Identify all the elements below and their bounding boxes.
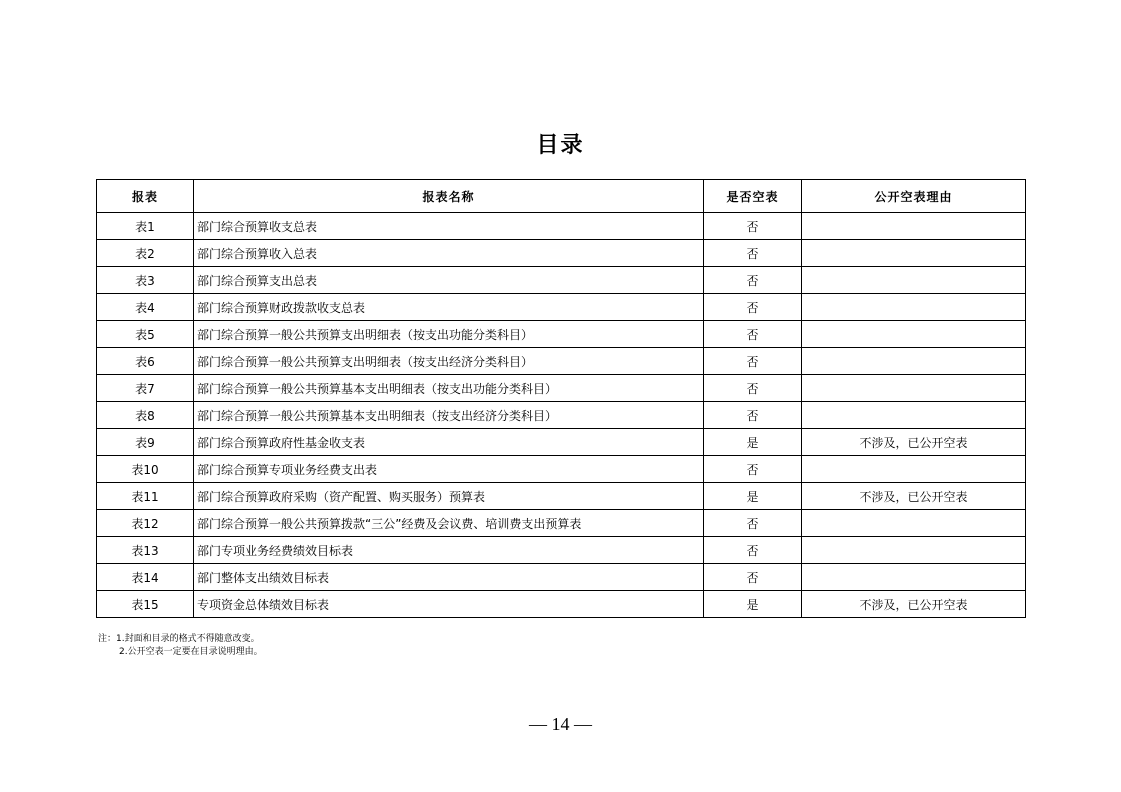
cell-is-empty: 是 bbox=[704, 591, 802, 618]
cell-empty-reason bbox=[802, 375, 1026, 402]
table-row bbox=[97, 294, 1026, 321]
cell-report-name: 部门综合预算一般公共预算拨款“三公”经费及会议费、培训费支出预算表 bbox=[194, 510, 704, 537]
cell-report-name: 部门综合预算收入总表 bbox=[194, 240, 704, 267]
table-row bbox=[97, 456, 1026, 483]
catalog-table bbox=[96, 179, 1026, 618]
table-row bbox=[97, 213, 1026, 240]
cell-empty-reason: 不涉及，已公开空表 bbox=[802, 591, 1026, 618]
cell-report-name: 部门综合预算一般公共预算支出明细表（按支出经济分类科目） bbox=[194, 348, 704, 375]
cell-report-id: 表6 bbox=[97, 348, 194, 375]
footnotes bbox=[98, 633, 263, 659]
cell-report-name: 部门综合预算一般公共预算支出明细表（按支出功能分类科目） bbox=[194, 321, 704, 348]
cell-empty-reason bbox=[802, 240, 1026, 267]
header-is-empty: 是否空表 bbox=[704, 180, 802, 213]
cell-report-name: 部门综合预算政府性基金收支表 bbox=[194, 429, 704, 456]
cell-report-name: 部门综合预算专项业务经费支出表 bbox=[194, 456, 704, 483]
cell-report-name: 部门综合预算政府采购（资产配置、购买服务）预算表 bbox=[194, 483, 704, 510]
cell-is-empty: 是 bbox=[704, 483, 802, 510]
page-title: 目录 bbox=[536, 133, 585, 158]
cell-report-id: 表8 bbox=[97, 402, 194, 429]
table-row bbox=[97, 321, 1026, 348]
cell-empty-reason: 不涉及，已公开空表 bbox=[802, 483, 1026, 510]
cell-report-name: 部门综合预算一般公共预算基本支出明细表（按支出功能分类科目） bbox=[194, 375, 704, 402]
cell-report-name: 部门专项业务经费绩效目标表 bbox=[194, 537, 704, 564]
cell-is-empty: 否 bbox=[704, 402, 802, 429]
cell-empty-reason bbox=[802, 402, 1026, 429]
table-row bbox=[97, 510, 1026, 537]
table-row bbox=[97, 483, 1026, 510]
footnote-2: 2.公开空表一定要在目录说明理由。 bbox=[119, 647, 263, 657]
cell-empty-reason bbox=[802, 456, 1026, 483]
table-row bbox=[97, 267, 1026, 294]
cell-report-name: 部门综合预算支出总表 bbox=[194, 267, 704, 294]
cell-empty-reason bbox=[802, 321, 1026, 348]
cell-report-name: 部门综合预算财政拨款收支总表 bbox=[194, 294, 704, 321]
cell-empty-reason bbox=[802, 267, 1026, 294]
table-row bbox=[97, 375, 1026, 402]
cell-report-name: 专项资金总体绩效目标表 bbox=[194, 591, 704, 618]
header-report-name: 报表名称 bbox=[194, 180, 704, 213]
cell-is-empty: 否 bbox=[704, 294, 802, 321]
cell-is-empty: 否 bbox=[704, 537, 802, 564]
table-body bbox=[97, 213, 1026, 618]
cell-is-empty: 否 bbox=[704, 213, 802, 240]
cell-report-id: 表13 bbox=[97, 537, 194, 564]
cell-report-name: 部门综合预算收支总表 bbox=[194, 213, 704, 240]
cell-report-id: 表7 bbox=[97, 375, 194, 402]
cell-is-empty: 是 bbox=[704, 429, 802, 456]
cell-is-empty: 否 bbox=[704, 348, 802, 375]
cell-report-id: 表3 bbox=[97, 267, 194, 294]
cell-is-empty: 否 bbox=[704, 375, 802, 402]
table-row bbox=[97, 240, 1026, 267]
cell-is-empty: 否 bbox=[704, 456, 802, 483]
cell-empty-reason bbox=[802, 213, 1026, 240]
table-row bbox=[97, 348, 1026, 375]
cell-report-name: 部门综合预算一般公共预算基本支出明细表（按支出经济分类科目） bbox=[194, 402, 704, 429]
header-report: 报表 bbox=[97, 180, 194, 213]
cell-is-empty: 否 bbox=[704, 321, 802, 348]
table-row bbox=[97, 591, 1026, 618]
cell-report-id: 表5 bbox=[97, 321, 194, 348]
cell-is-empty: 否 bbox=[704, 267, 802, 294]
cell-is-empty: 否 bbox=[704, 510, 802, 537]
table-row bbox=[97, 429, 1026, 456]
page-number: — 14 — bbox=[529, 714, 592, 734]
cell-empty-reason bbox=[802, 348, 1026, 375]
cell-is-empty: 否 bbox=[704, 240, 802, 267]
cell-report-id: 表9 bbox=[97, 429, 194, 456]
cell-report-id: 表4 bbox=[97, 294, 194, 321]
table-header-row bbox=[97, 180, 1026, 213]
cell-empty-reason bbox=[802, 537, 1026, 564]
header-empty-reason: 公开空表理由 bbox=[802, 180, 1026, 213]
cell-report-id: 表15 bbox=[97, 591, 194, 618]
cell-is-empty: 否 bbox=[704, 564, 802, 591]
cell-report-id: 表12 bbox=[97, 510, 194, 537]
cell-empty-reason bbox=[802, 564, 1026, 591]
table-row bbox=[97, 537, 1026, 564]
table-row bbox=[97, 564, 1026, 591]
cell-report-name: 部门整体支出绩效目标表 bbox=[194, 564, 704, 591]
cell-report-id: 表10 bbox=[97, 456, 194, 483]
cell-empty-reason bbox=[802, 294, 1026, 321]
footnote-1: 注：1.封面和目录的格式不得随意改变。 bbox=[98, 634, 260, 644]
cell-report-id: 表11 bbox=[97, 483, 194, 510]
table-row bbox=[97, 402, 1026, 429]
cell-empty-reason bbox=[802, 510, 1026, 537]
cell-report-id: 表14 bbox=[97, 564, 194, 591]
cell-empty-reason: 不涉及，已公开空表 bbox=[802, 429, 1026, 456]
cell-report-id: 表1 bbox=[97, 213, 194, 240]
cell-report-id: 表2 bbox=[97, 240, 194, 267]
